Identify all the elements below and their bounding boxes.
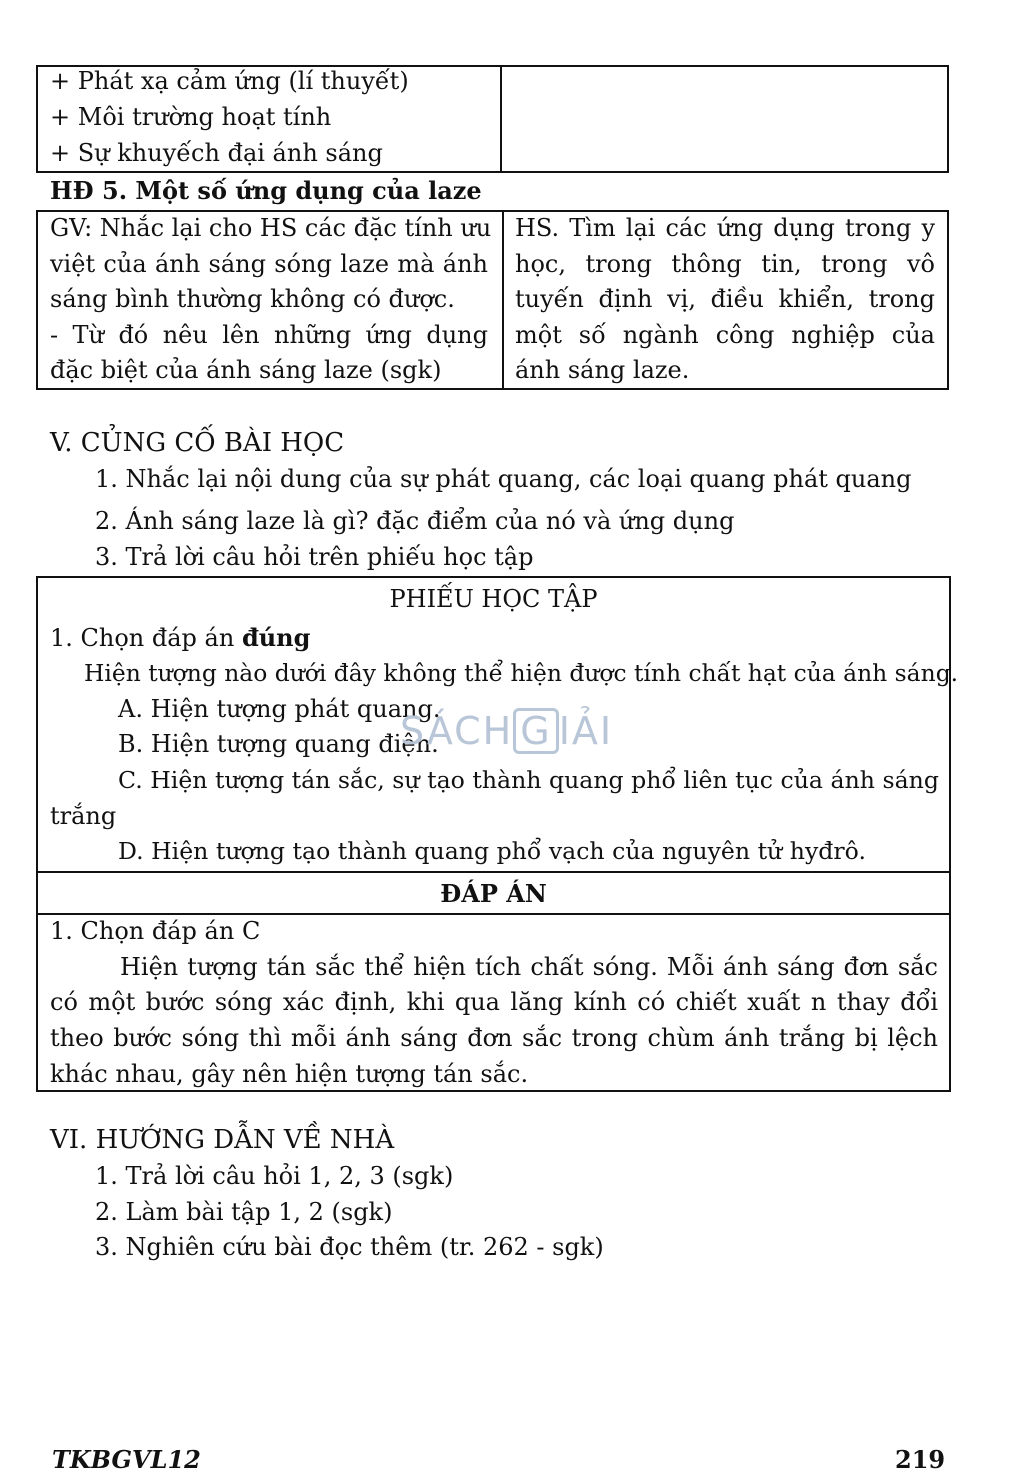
top-table-divider (500, 65, 502, 173)
top-table-line-3: + Sự khuyếch đại ánh sáng (50, 139, 383, 167)
hd5-heading: HĐ 5. Một số ứng dụng của laze (50, 176, 482, 205)
worksheet-option-b: B. Hiện tượng quang điện. (118, 730, 439, 758)
section-v-item-3: 3. Trả lời câu hỏi trên phiếu học tập (95, 543, 534, 571)
answer-line-5: khác nhau, gây nên hiện tượng tán sắc. (50, 1060, 529, 1088)
hd5-right-line-5: ánh sáng laze. (515, 356, 690, 384)
answer-line-2: Hiện tượng tán sắc thể hiện tích chất sóng. Mỗi ánh sáng đơn sắc (120, 953, 938, 981)
hd5-right-line-3: tuyến định vị, điều khiển, trong (515, 285, 935, 313)
worksheet-option-a: A. Hiện tượng phát quang. (118, 695, 441, 723)
watermark-right: IẢI (558, 709, 614, 753)
watermark-logo (400, 708, 613, 754)
section-vi-item-2: 2. Làm bài tập 1, 2 (sgk) (95, 1198, 393, 1226)
worksheet-question: Hiện tượng nào dưới đây không thể hiện được tính chất hạt của ánh sáng. (84, 659, 959, 687)
worksheet-question-label (50, 620, 310, 657)
worksheet-option-c: C. Hiện tượng tán sắc, sự tạo thành quang phổ liên tục của ánh sáng (118, 766, 939, 794)
hd5-left-line-2: việt của ánh sáng sóng laze mà ánh (50, 250, 488, 278)
section-v-item-1: 1. Nhắc lại nội dung của sự phát quang, các loại quang phát quang (95, 465, 912, 493)
worksheet-question-prefix: 1. Chọn đáp án (50, 624, 242, 652)
hd5-left-line-4: - Từ đó nêu lên những ứng dụng (50, 321, 488, 349)
worksheet-title: PHIẾU HỌC TẬP (389, 585, 598, 613)
watermark-left: SÁCH (400, 709, 514, 753)
answer-top-rule (36, 871, 951, 873)
top-table-line-1: + Phát xạ cảm ứng (lí thuyết) (50, 67, 409, 95)
answer-line-3: có một bước sóng xác định, khi qua lăng kính có chiết xuất n thay đổi (50, 988, 938, 1016)
section-v-item-2: 2. Ánh sáng laze là gì? đặc điểm của nó và ứng dụng (95, 507, 735, 535)
hd5-right-line-4: một số ngành công nghiệp của (515, 321, 935, 349)
footer-page-number: 219 (895, 1445, 946, 1474)
section-vi-heading: VI. HƯỚNG DẪN VỀ NHÀ (50, 1125, 395, 1155)
answer-line-4: theo bước sóng thì mỗi ánh sáng đơn sắc trong chùm ánh trắng bị lệch (50, 1024, 938, 1052)
section-v-heading: V. CỦNG CỐ BÀI HỌC (50, 428, 345, 458)
hd5-left-line-1: GV: Nhắc lại cho HS các đặc tính ưu (50, 214, 492, 242)
watermark-mid: G (513, 708, 558, 754)
worksheet-question-bold: đúng (241, 623, 311, 652)
worksheet-option-d: D. Hiện tượng tạo thành quang phổ vạch của nguyên tử hyđrô. (118, 837, 866, 865)
footer-book-code: TKBGVL12 (52, 1445, 201, 1474)
hd5-table-divider (502, 210, 504, 390)
hd5-left-line-5: đặc biệt của ánh sáng laze (sgk) (50, 356, 442, 384)
section-vi-item-1: 1. Trả lời câu hỏi 1, 2, 3 (sgk) (95, 1162, 454, 1190)
hd5-left-line-3: sáng bình thường không có được. (50, 285, 455, 313)
worksheet-option-c-cont: trắng (50, 802, 117, 830)
hd5-right-line-2: học, trong thông tin, trong vô (515, 250, 935, 278)
answer-title: ĐÁP ÁN (440, 879, 547, 908)
answer-line-1: 1. Chọn đáp án C (50, 917, 261, 945)
top-table-line-2: + Môi trường hoạt tính (50, 103, 332, 131)
section-vi-item-3: 3. Nghiên cứu bài đọc thêm (tr. 262 - sgk) (95, 1233, 604, 1261)
hd5-right-line-1: HS. Tìm lại các ứng dụng trong y (515, 214, 935, 242)
